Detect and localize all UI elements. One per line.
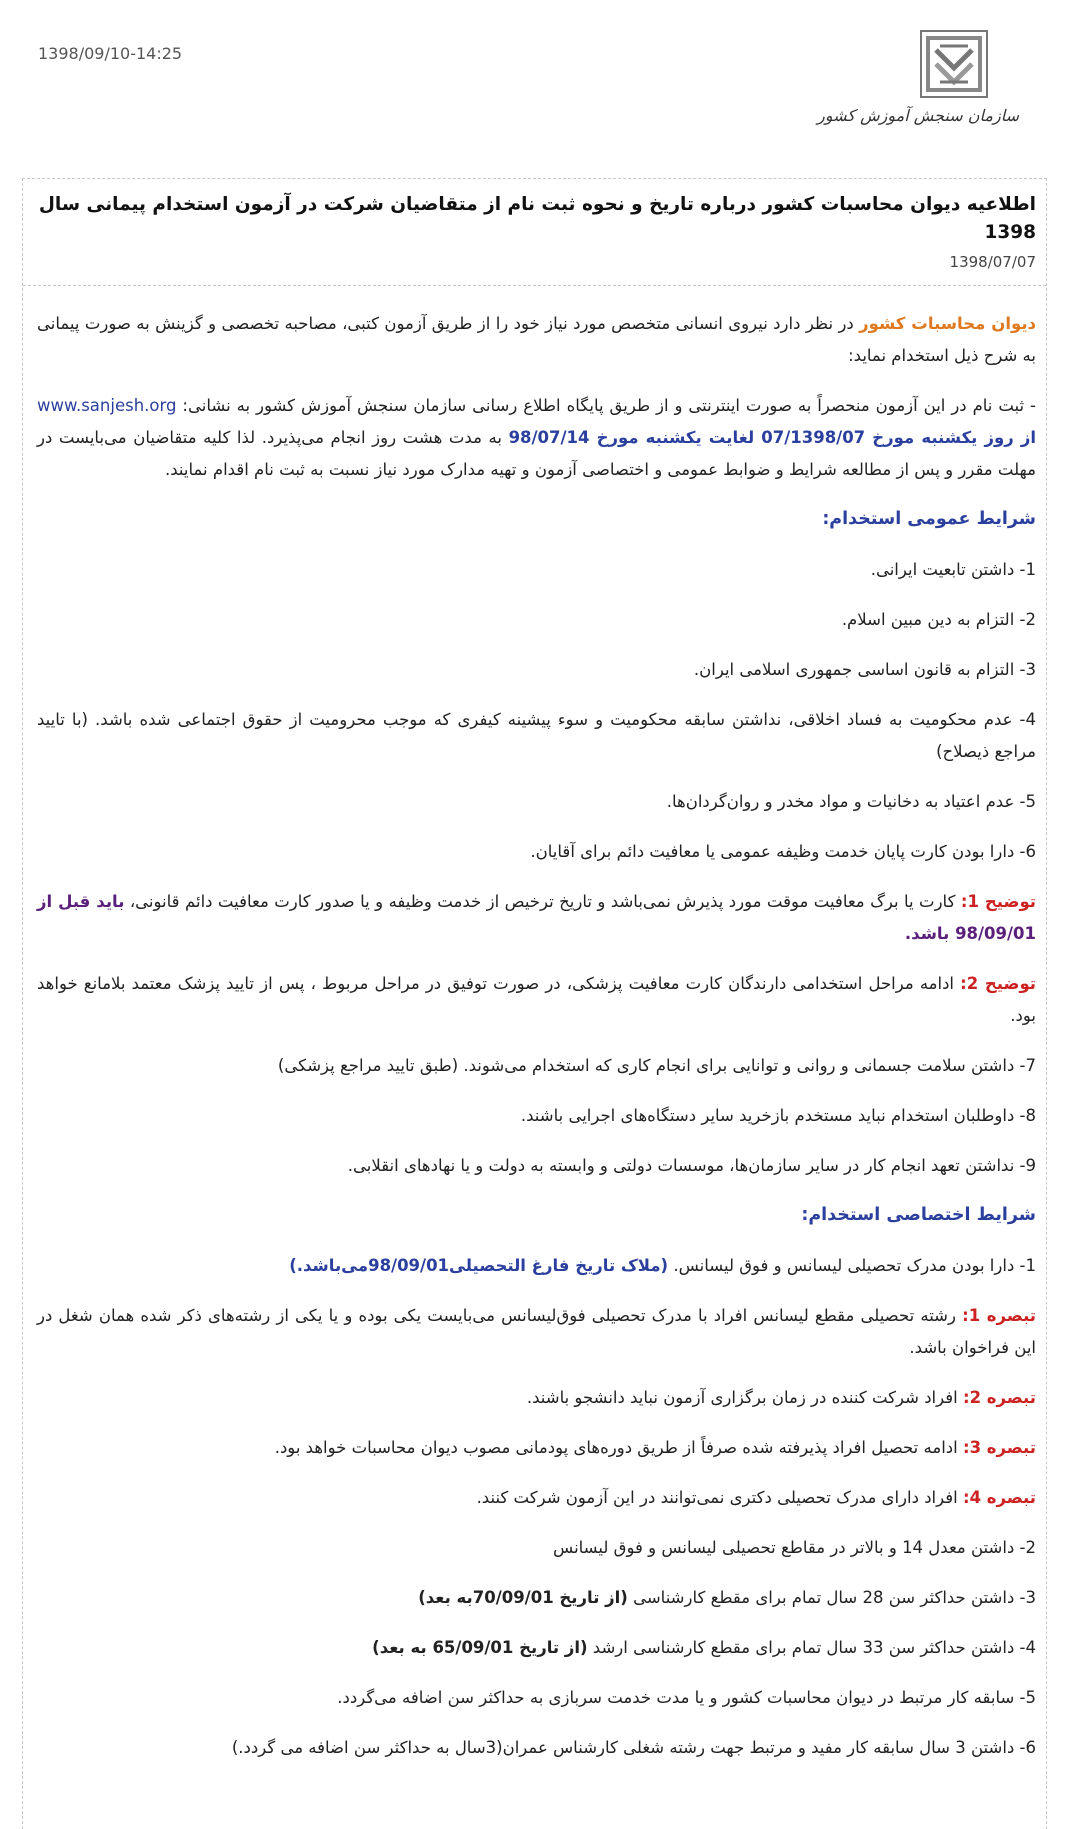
general-item-4: 4- عدم محکومیت به فساد اخلاقی، نداشتن سابقه محکومیت و سوء پیشینه کیفری که موجب محرومیت از حقوق اجتماعی شده باشد. (با تایید مراجع ذیصلاح) [37, 710, 1036, 761]
general-item-5: 5- عدم اعتیاد به دخانیات و مواد مخدر و روان‌گردان‌ها. [666, 792, 1036, 811]
registration-paragraph [37, 390, 1036, 486]
specific-item-3-emphasis: (از تاریخ 70/09/01به بعد) [418, 1588, 628, 1607]
tabsare-3 [37, 1432, 1036, 1464]
note-1-label: توضیح 1: [960, 892, 1036, 911]
tabsare-2 [37, 1382, 1036, 1414]
specific-item-3 [37, 1582, 1036, 1614]
specific-item-3-text: 3- داشتن حداکثر سن 28 سال تمام برای مقطع کارشناسی [627, 1588, 1036, 1607]
general-item-3: 3- التزام به قانون اساسی جمهوری اسلامی ایران. [693, 660, 1036, 679]
note-1-emphasis: باید قبل از 98/09/01 باشد. [37, 892, 1036, 943]
specific-item-1-text: 1- دارا بودن مدرک تحصیلی لیسانس و فوق لیسانس. [668, 1256, 1036, 1275]
specific-item-6: 6- داشتن 3 سال سابقه کار مفید و مرتبط جهت رشته شغلی کارشناس عمران(3سال به حداکثر سن اضافه می گردد.) [231, 1738, 1036, 1757]
registration-dates: از روز یکشنبه مورخ 07/1398/07 لغایت یکشنبه مورخ 98/07/14 [508, 428, 1036, 447]
article-title: اطلاعیه دیوان محاسبات کشور درباره تاریخ و نحوه ثبت نام از متقاضیان شرکت در آزمون استخدام پیمانی سال 1398 [38, 194, 1036, 243]
general-item-2: 2- التزام به دین مبین اسلام. [841, 610, 1036, 629]
article-date: 1398/07/07 [23, 253, 1046, 286]
tabsare-1 [37, 1300, 1036, 1364]
tabsare-2-label: تبصره 2: [962, 1388, 1036, 1407]
tabsare-4 [37, 1482, 1036, 1514]
specific-item-4-text: 4- داشتن حداکثر سن 33 سال تمام برای مقطع کارشناسی ارشد [587, 1638, 1036, 1657]
general-item-6: 6- دارا بودن کارت پایان خدمت وظیفه عمومی یا معافیت دائم برای آقایان. [530, 842, 1036, 861]
specific-item-4 [37, 1632, 1036, 1664]
logo-text: سازمان سنجش آموزش کشور [817, 106, 1019, 125]
general-item-9: 9- نداشتن تعهد انجام کار در سایر سازمان‌ها، موسسات دولتی و وابسته به دولت و یا نهادهای انقلابی. [347, 1156, 1036, 1175]
sanjesh-logo [817, 30, 1019, 125]
tabsare-1-label: تبصره 1: [962, 1306, 1036, 1325]
note-1 [37, 886, 1036, 950]
general-item-7: 7- داشتن سلامت جسمانی و روانی و توانایی برای انجام کاری که استخدام می‌شوند. (طبق تایید مراجع پزشکی) [277, 1056, 1036, 1075]
specific-conditions-heading: شرایط اختصاصی استخدام: [801, 1205, 1036, 1225]
specific-item-4-emphasis: (از تاریخ 65/09/01 به بعد) [372, 1638, 588, 1657]
note-2-text: ادامه مراحل استخدامی دارندگان کارت معافیت پزشکی، در صورت توفیق در مراحل مربوط ، پس از تایید پزشک معتمد بلامانع خواهد بود. [37, 974, 1036, 1025]
org-name: دیوان محاسبات کشور [859, 314, 1036, 333]
print-timestamp: 1398/09/10-14:25 [38, 44, 183, 63]
specific-item-2: 2- داشتن معدل 14 و بالاتر در مقاطع تحصیلی لیسانس و فوق لیسانس [553, 1538, 1036, 1557]
article-container [22, 178, 1047, 1829]
intro-paragraph [37, 308, 1036, 372]
specific-item-5: 5- سابقه کار مرتبط در دیوان محاسبات کشور و یا مدت خدمت سربازی به حداکثر سن اضافه می‌گردد. [337, 1688, 1036, 1707]
sanjesh-logo-icon [920, 30, 988, 98]
specific-item-1 [37, 1250, 1036, 1282]
note-2-label: توضیح 2: [960, 974, 1036, 993]
tabsare-2-text: افراد شرکت کننده در زمان برگزاری آزمون نباید دانشجو باشند. [526, 1388, 963, 1407]
intro-text: در نظر دارد نیروی انسانی متخصص مورد نیاز خود را از طریق آزمون کتبی، مصاحبه تخصصی و گزینش به صورت پیمانی به شرح ذیل استخدام نماید: [37, 314, 1036, 365]
registration-text-2: به مدت هشت روز انجام می‌پذیرد. لذا کلیه متقاضیان می‌بایست در مهلت مقرر و پس از مطالعه شرایط و ضوابط عمومی و اختصاصی آزمون و تهیه مدارک مورد نیاز نسبت به ثبت نام اقدام نمایند. [37, 428, 1036, 479]
note-2 [37, 968, 1036, 1032]
sanjesh-link[interactable]: www.sanjesh.org [37, 396, 177, 415]
specific-item-1-emphasis: (ملاک تاریخ فارغ التحصیلی98/09/01می‌باشد.) [289, 1256, 669, 1275]
tabsare-1-text: رشته تحصیلی مقطع لیسانس افراد با مدرک تحصیلی فوق‌لیسانس می‌بایست یکی بوده و یا یکی از رشته‌های ذکر شده همان شغل در این فراخوان باشد. [37, 1306, 1036, 1357]
general-item-8: 8- داوطلبان استخدام نباید مستخدم بازخرید سایر دستگاه‌های اجرایی باشند. [520, 1106, 1036, 1125]
general-conditions-heading: شرایط عمومی استخدام: [822, 509, 1036, 529]
tabsare-3-text: ادامه تحصیل افراد پذیرفته شده صرفاً از طریق دوره‌های پودمانی مصوب دیوان محاسبات خواهد بود. [274, 1438, 963, 1457]
registration-text-1: - ثبت نام در این آزمون منحصراً به صورت اینترنتی و از طریق پایگاه اطلاع رسانی سازمان سنجش آموزش کشور به نشانی: [176, 396, 1036, 415]
tabsare-4-text: افراد دارای مدرک تحصیلی دکتری نمی‌توانند در این آزمون شرکت کنند. [476, 1488, 963, 1507]
note-1-text: کارت یا برگ معافیت موقت مورد پذیرش نمی‌باشد و تاریخ ترخیص از خدمت وظیفه و یا صدور کارت معافیت دائم قانونی، [124, 892, 961, 911]
tabsare-3-label: تبصره 3: [962, 1438, 1036, 1457]
general-item-1: 1- داشتن تابعیت ایرانی. [870, 560, 1036, 579]
tabsare-4-label: تبصره 4: [962, 1488, 1036, 1507]
